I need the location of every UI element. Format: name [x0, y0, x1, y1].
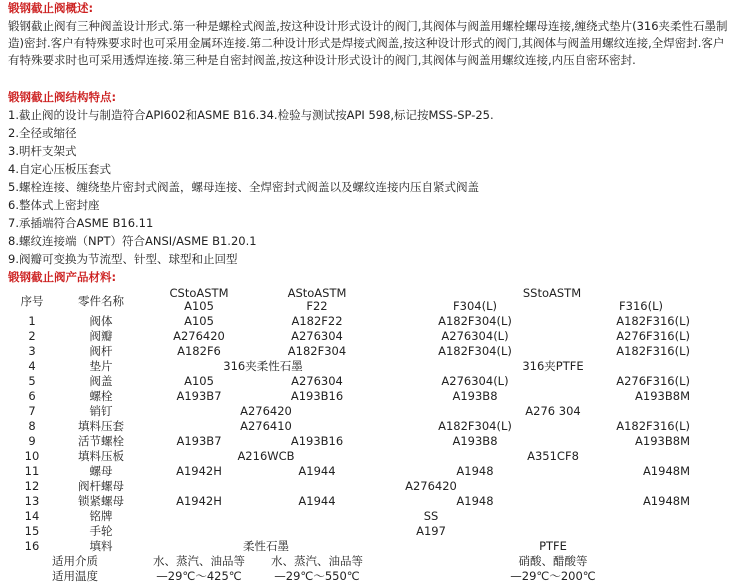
material-cell: A276420	[405, 479, 457, 493]
row-number: 1	[28, 314, 36, 328]
material-cell: A197	[416, 524, 446, 538]
row-number: 7	[28, 404, 36, 418]
material-cell: A276420	[173, 329, 225, 343]
material-cell: A193B16	[290, 434, 344, 448]
feature-item: 8.螺纹连接端（NPT）符合ANSI/ASME B1.20.1	[8, 234, 257, 248]
row-number: 9	[28, 434, 36, 448]
row-number: 5	[28, 374, 36, 388]
material-cell: A193B7	[176, 434, 222, 448]
part-name: 锁紧螺母	[78, 494, 124, 508]
row-number: 16	[24, 539, 40, 553]
feature-item: 5.螺栓连接、缠绕垫片密封式阀盖，螺母连接、全焊密封式阀盖以及螺纹连接内压自紧式阀盖	[8, 180, 479, 194]
material-cell: A182F304	[287, 344, 347, 358]
part-name: 垫片	[89, 359, 113, 373]
material-cell: A182F6	[177, 344, 221, 358]
row-number: 6	[28, 389, 36, 403]
part-name: 阀瓣	[89, 329, 113, 343]
temperature-cell: —29℃～425℃	[156, 569, 242, 583]
part-name: 铭牌	[89, 509, 113, 523]
material-cell: A276304(L)	[441, 374, 509, 388]
material-cell: A276 304	[525, 404, 581, 418]
row-number: 4	[28, 359, 36, 373]
material-cell: A1944	[298, 464, 336, 478]
column-header-part: 零件名称	[78, 294, 124, 308]
row-label: 适用介质	[52, 554, 98, 568]
material-cell: A276410	[240, 419, 292, 433]
grade-header-4: F316(L)	[619, 299, 663, 313]
row-number: 10	[24, 449, 40, 463]
material-cell: A182F316(L)	[616, 314, 690, 328]
material-cell: A105	[184, 314, 214, 328]
material-cell: A276F316(L)	[616, 374, 690, 388]
part-name: 活节螺栓	[78, 434, 124, 448]
material-cell: A182F304(L)	[438, 314, 512, 328]
row-number: 13	[24, 494, 40, 508]
part-name: 阀杆	[89, 344, 113, 358]
temperature-cell: —29℃～550℃	[274, 569, 360, 583]
material-cell: A1944	[298, 494, 336, 508]
feature-item: 6.整体式上密封座	[8, 198, 100, 212]
material-cell: 316夹PTFE	[522, 359, 584, 373]
material-cell: A193B8	[452, 434, 498, 448]
material-cell: A276F316(L)	[616, 329, 690, 343]
grade-header-1: A105	[184, 299, 214, 313]
feature-item: 2.全径或缩径	[8, 126, 77, 140]
material-cell: 316夹柔性石墨	[223, 359, 303, 373]
material-cell: A1948M	[642, 494, 690, 508]
part-name: 填料压套	[78, 419, 124, 433]
feature-item: 7.承插端符合ASME B16.11	[8, 216, 154, 230]
feature-item: 3.明杆支架式	[8, 144, 77, 158]
material-cell: 柔性石墨	[243, 539, 289, 553]
row-number: 3	[28, 344, 36, 358]
material-cell: A182F22	[291, 314, 343, 328]
group-header-ss: SStoASTM	[522, 286, 582, 300]
part-name: 阀杆螺母	[78, 479, 124, 493]
grade-header-3: F304(L)	[453, 299, 497, 313]
grade-header-2: F22	[306, 299, 328, 313]
material-cell: PTFE	[539, 539, 567, 553]
material-cell: A193B7	[176, 389, 222, 403]
temperature-cell: —29℃～200℃	[510, 569, 596, 583]
material-cell: A1948M	[642, 464, 690, 478]
material-cell: A193B8M	[635, 389, 690, 403]
feature-item: 1.截止阀的设计与制造符合API602和ASME B16.34.检验与测试按API 598,标记按MSS-SP-25.	[8, 108, 494, 122]
medium-cell: 水、蒸汽、油品等	[271, 554, 363, 568]
material-cell: A216WCB	[237, 449, 295, 463]
row-number: 2	[28, 329, 36, 343]
material-cell: A182F304(L)	[438, 344, 512, 358]
material-cell: A193B8M	[635, 434, 690, 448]
material-cell: A193B8	[452, 389, 498, 403]
feature-item: 9.阀瓣可变换为节流型、针型、球型和止回型	[8, 252, 238, 266]
row-label: 适用温度	[52, 569, 98, 583]
row-number: 8	[28, 419, 36, 433]
group-header-cs: CStoASTM	[169, 286, 229, 300]
medium-cell: 水、蒸汽、油品等	[153, 554, 245, 568]
material-cell: A182F316(L)	[616, 419, 690, 433]
material-cell: A351CF8	[527, 449, 579, 463]
material-cell: A276420	[240, 404, 292, 418]
material-cell: A276304	[291, 329, 343, 343]
overview-heading: 锻钢截止阀概述:	[8, 1, 94, 15]
part-name: 销钉	[89, 404, 113, 418]
materials-heading: 锻钢截止阀产品材料:	[8, 270, 117, 284]
part-name: 填料压板	[78, 449, 124, 463]
part-name: 螺栓	[89, 389, 113, 403]
part-name: 填料	[89, 539, 113, 553]
part-name: 手轮	[89, 524, 113, 538]
row-number: 11	[24, 464, 40, 478]
column-header-no: 序号	[20, 294, 44, 308]
part-name: 阀体	[89, 314, 113, 328]
part-name: 螺母	[89, 464, 113, 478]
medium-cell: 硝酸、醋酸等	[518, 554, 588, 568]
material-cell: A182F304(L)	[438, 419, 512, 433]
group-header-as: AStoASTM	[287, 286, 347, 300]
material-cell: A276304(L)	[441, 329, 509, 343]
overview-paragraph: 锻钢截止阀有三种阀盖设计形式.第一种是螺栓式阀盖,按这种设计形式设计的阀门,其阀体与阀盖用螺栓螺母连接,缠绕式垫片(316夹柔性石墨制造)密封.客户有特殊要求时也可采用金属环连接.第二种设计形式是焊接式阀盖,按这种设计形式的阀门,其阀体与阀盖用螺纹连接,全焊密封.客户有特殊要求时也可采用透焊连接.第三种是自密封阀盖,按这种设计形式设计的阀门,其阀体与阀盖用螺纹连接,内压自密环密封.	[8, 19, 728, 67]
material-cell: A182F316(L)	[616, 344, 690, 358]
feature-item: 4.自定心压板压套式	[8, 162, 111, 176]
material-cell: A1948	[456, 494, 494, 508]
material-cell: A105	[184, 374, 214, 388]
material-cell: A276304	[291, 374, 343, 388]
row-number: 14	[24, 509, 40, 523]
material-cell: A1942H	[176, 464, 222, 478]
material-cell: A193B16	[290, 389, 344, 403]
material-cell: A1942H	[176, 494, 222, 508]
material-cell: SS	[423, 509, 439, 523]
material-cell: A1948	[456, 464, 494, 478]
features-heading: 锻钢截止阀结构特点:	[8, 90, 117, 104]
row-number: 12	[24, 479, 40, 493]
part-name: 阀盖	[89, 374, 113, 388]
row-number: 15	[24, 524, 40, 538]
